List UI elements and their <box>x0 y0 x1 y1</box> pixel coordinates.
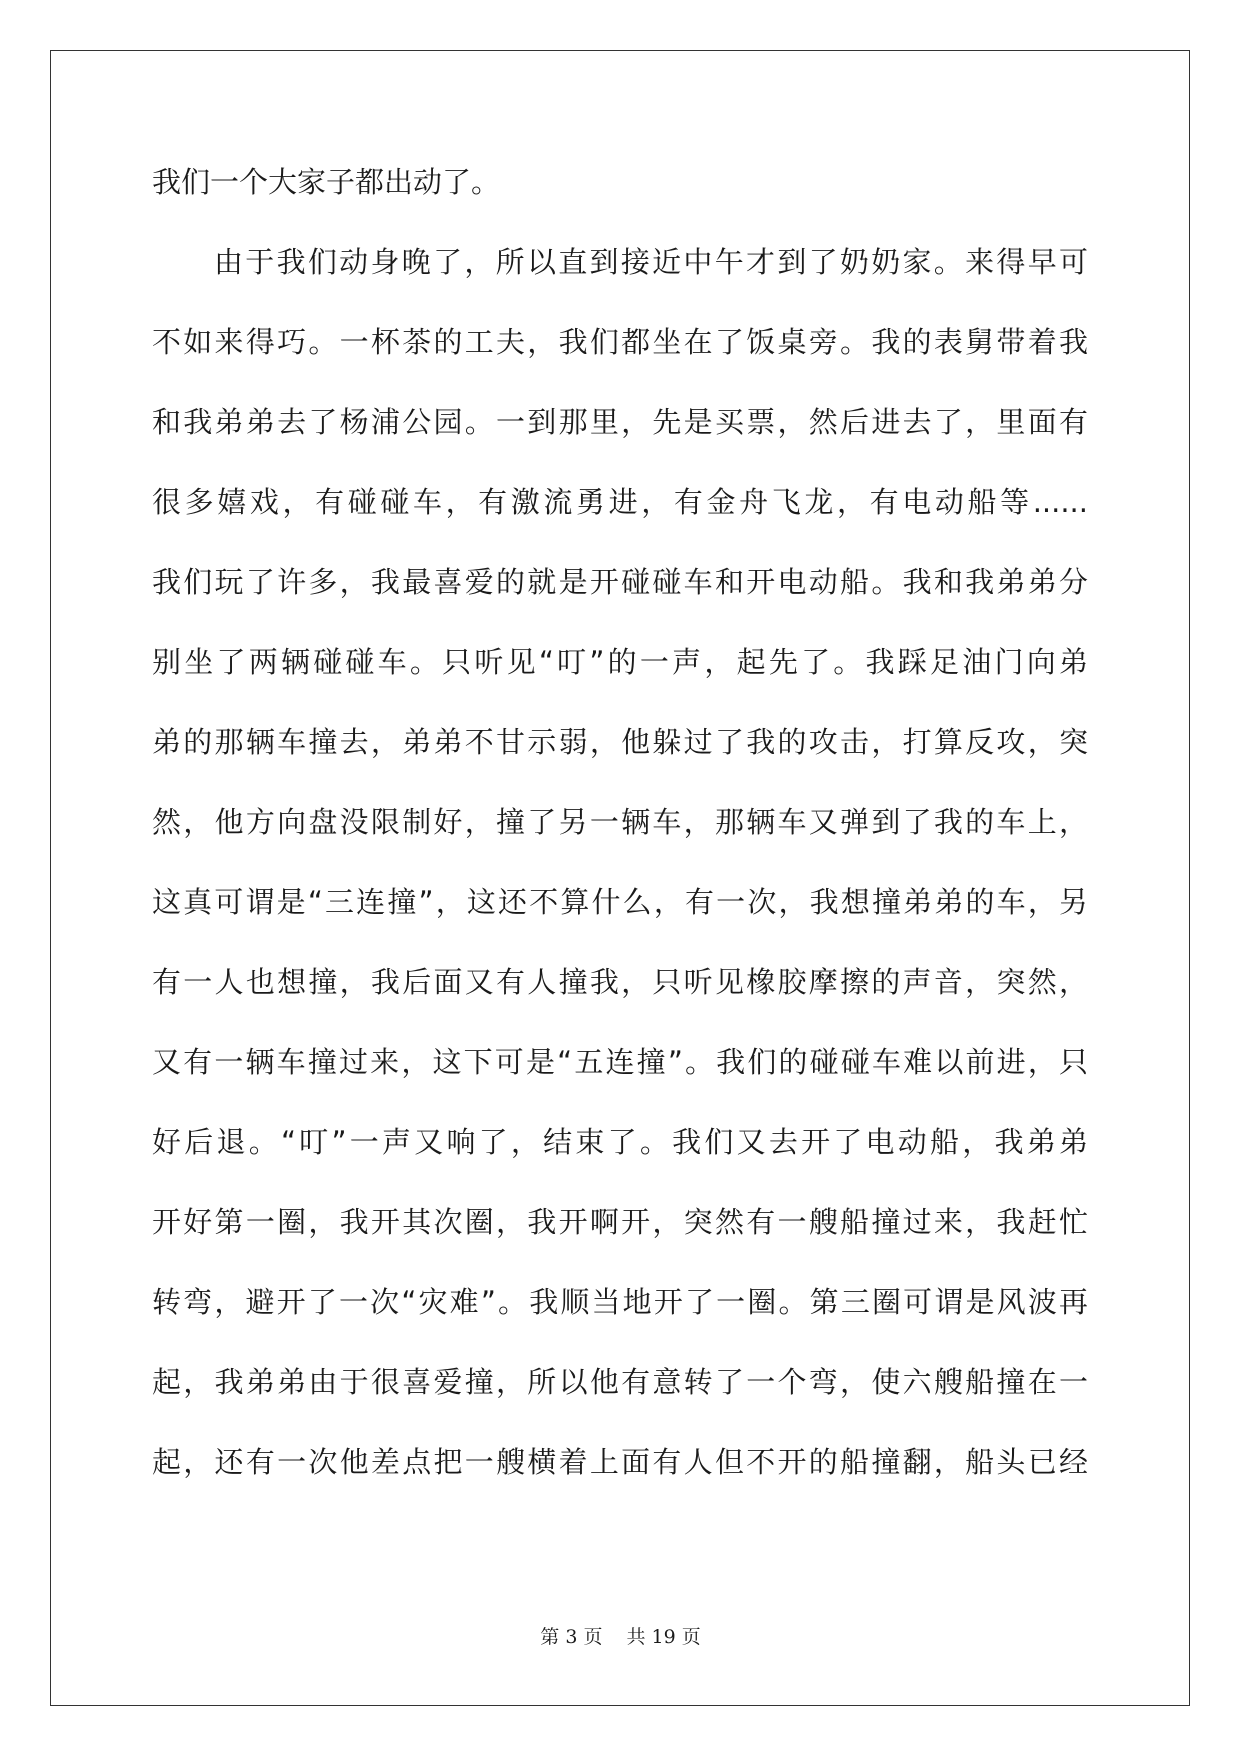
text-line-16: 起，我弟弟由于很喜爱撞，所以他有意转了一个弯，使六艘船撞在一 <box>152 1365 1088 1399</box>
body-text <box>152 160 1088 1520</box>
text-line-6: 我们玩了许多，我最喜爱的就是开碰碰车和开电动船。我和我弟弟分 <box>152 565 1088 599</box>
text-line-7: 别坐了两辆碰碰车。只听见“叮”的一声，起先了。我踩足油门向弟 <box>152 645 1088 679</box>
text-line-13: 好后退。“叮”一声又响了，结束了。我们又去开了电动船，我弟弟 <box>152 1125 1088 1159</box>
text-line-5: 很多嬉戏，有碰碰车，有激流勇进，有金舟飞龙，有电动船等...... <box>152 485 1088 519</box>
page-number: 第 3 页 <box>540 1626 603 1648</box>
text-line-14: 开好第一圈，我开其次圈，我开啊开，突然有一艘船撞过来，我赶忙 <box>152 1205 1088 1239</box>
page-total: 共 19 页 <box>626 1626 701 1648</box>
text-line-3: 不如来得巧。一杯茶的工夫，我们都坐在了饭桌旁。我的表舅带着我 <box>152 325 1088 359</box>
text-line-12: 又有一辆车撞过来，这下可是“五连撞”。我们的碰碰车难以前进，只 <box>152 1045 1088 1079</box>
text-line-4: 和我弟弟去了杨浦公园。一到那里，先是买票，然后进去了，里面有 <box>152 405 1088 439</box>
text-line-8: 弟的那辆车撞去，弟弟不甘示弱，他躲过了我的攻击，打算反攻，突 <box>152 725 1088 759</box>
text-line-17: 起，还有一次他差点把一艘横着上面有人但不开的船撞翻，船头已经 <box>152 1445 1088 1479</box>
text-line-1: 我们一个大家子都出动了。 <box>152 165 501 199</box>
page-footer <box>0 1622 1241 1649</box>
text-line-10: 这真可谓是“三连撞”，这还不算什么，有一次，我想撞弟弟的车，另 <box>152 885 1088 919</box>
text-line-11: 有一人也想撞，我后面又有人撞我，只听见橡胶摩擦的声音，突然， <box>152 965 1088 999</box>
text-line-9: 然，他方向盘没限制好，撞了另一辆车，那辆车又弹到了我的车上， <box>152 805 1088 839</box>
text-line-15: 转弯，避开了一次“灾难”。我顺当地开了一圈。第三圈可谓是风波再 <box>152 1285 1088 1319</box>
text-line-2: 由于我们动身晚了，所以直到接近中午才到了奶奶家。来得早可 <box>214 245 1088 279</box>
